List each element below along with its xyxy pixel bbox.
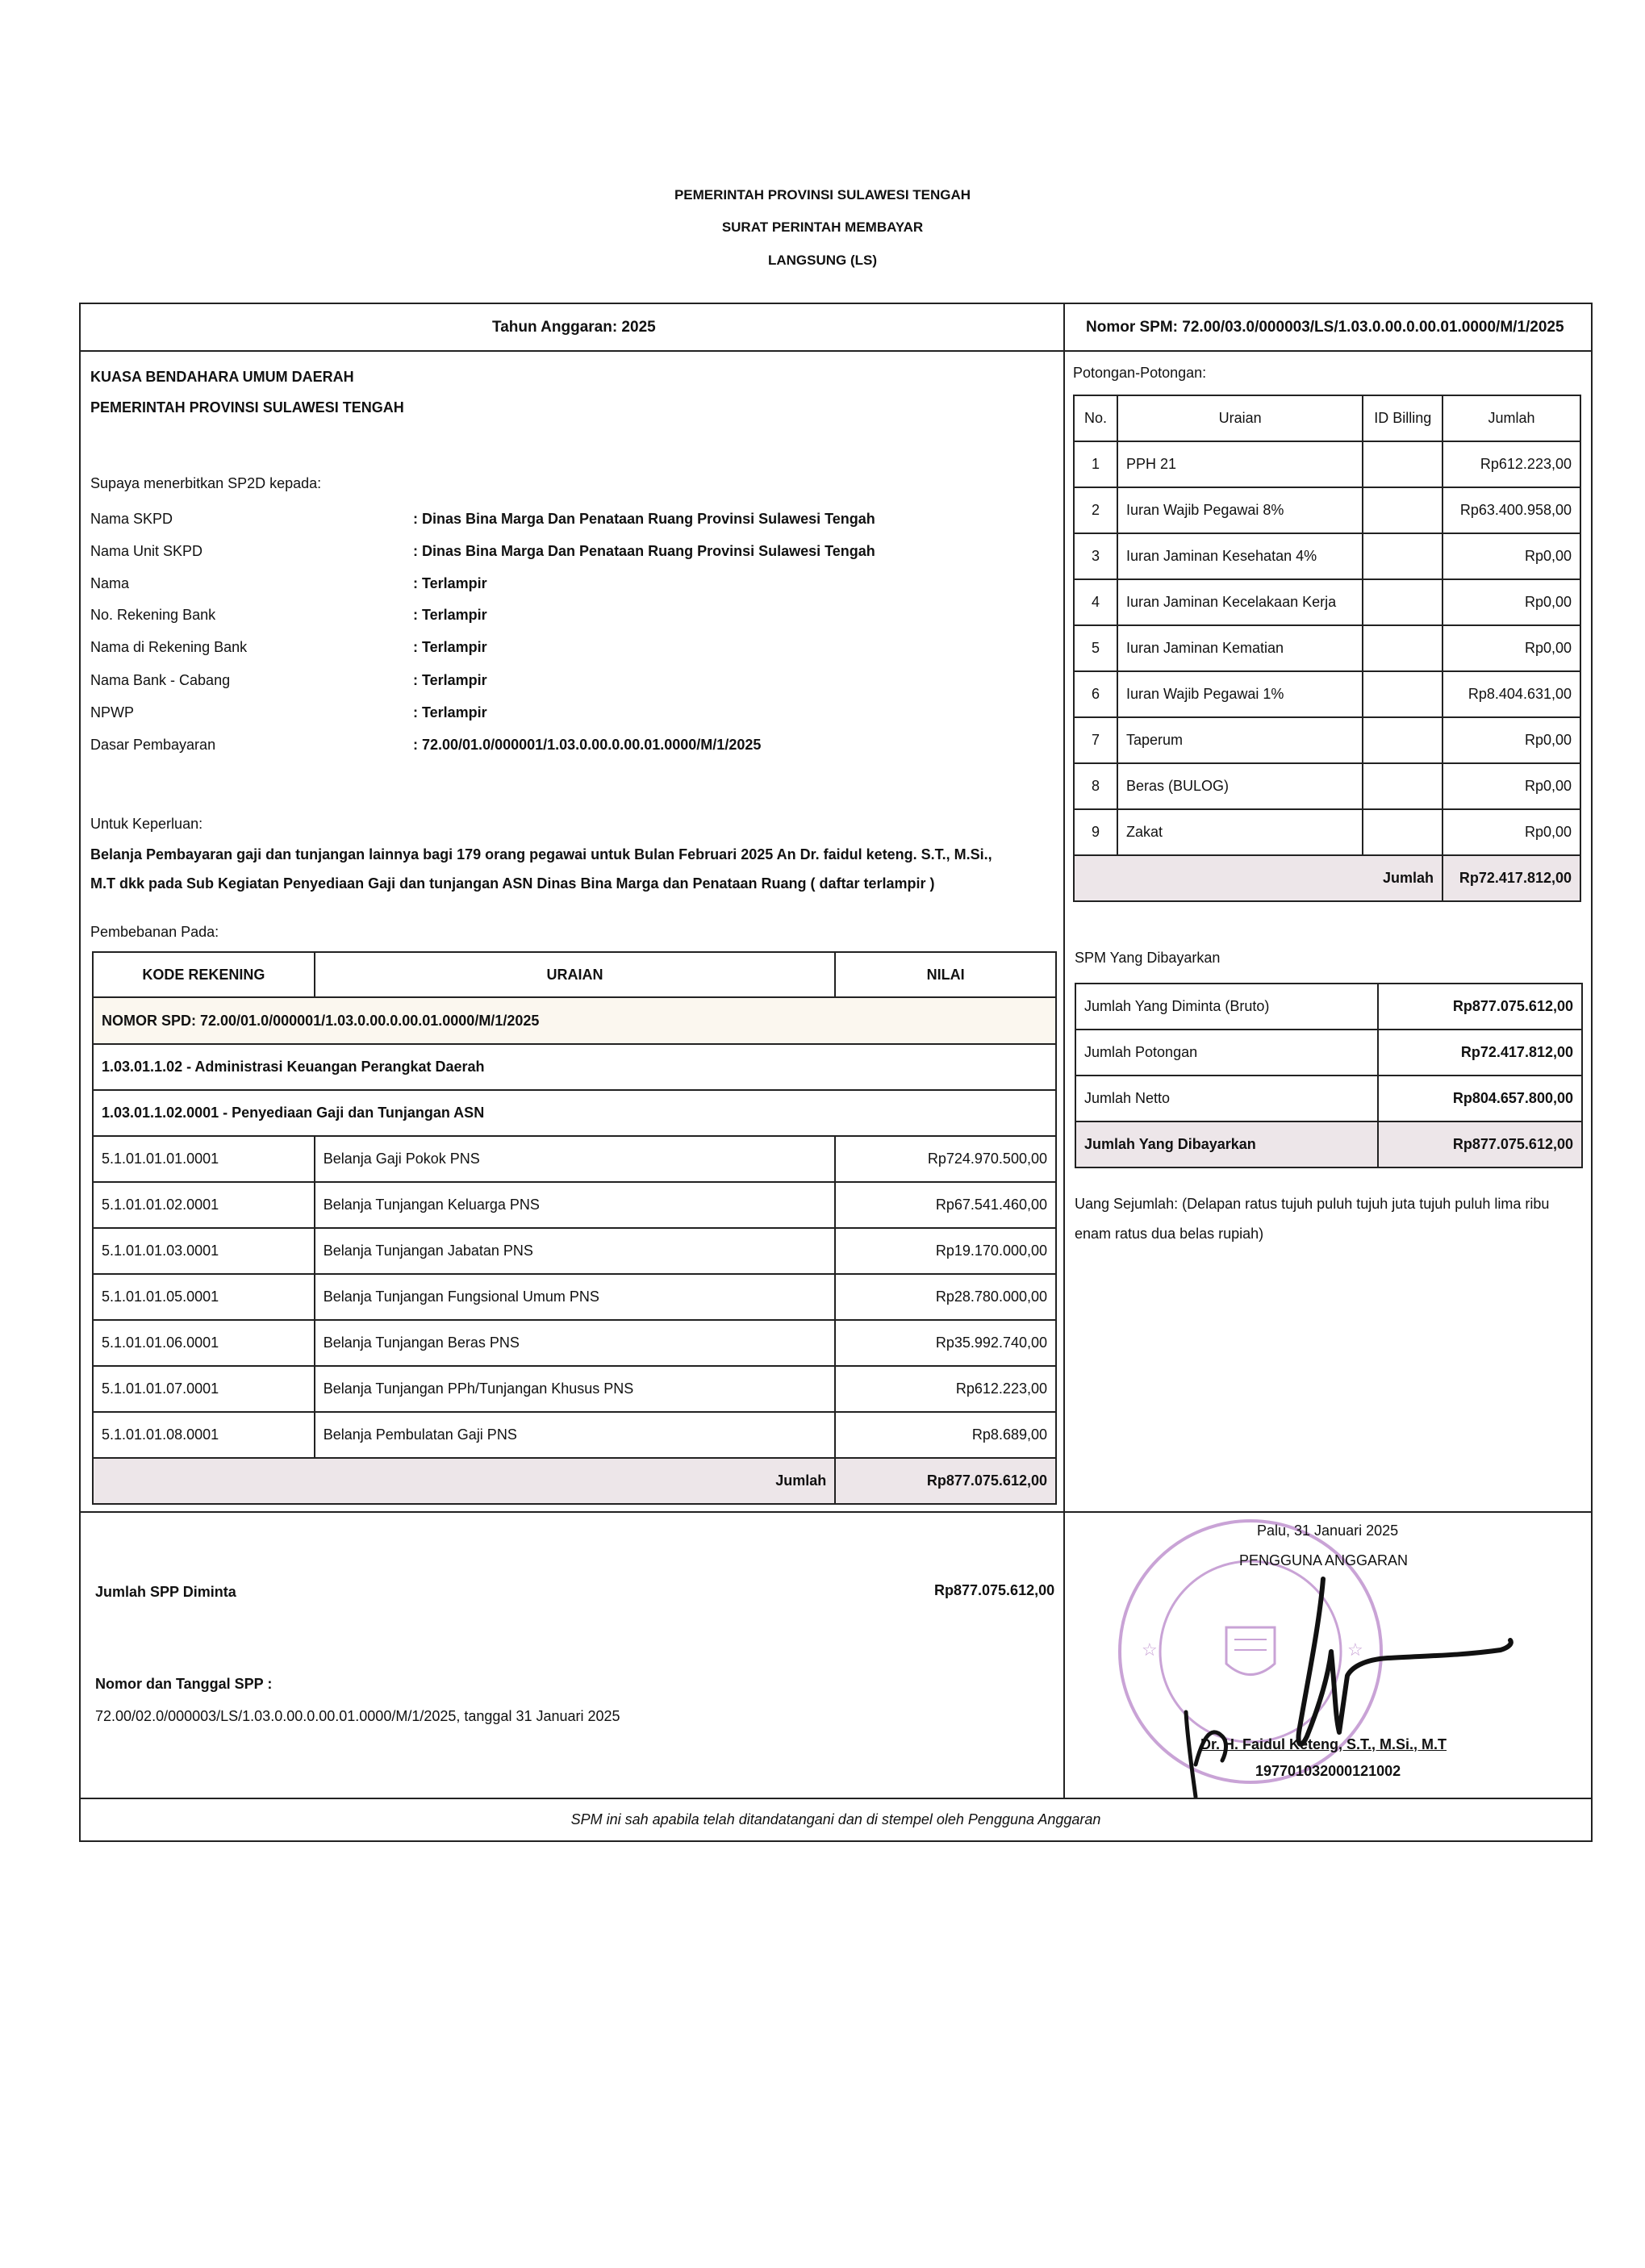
- spm-value-cell: Rp877.075.612,00: [1378, 984, 1582, 1030]
- nilai-cell: Rp724.970.500,00: [835, 1136, 1056, 1182]
- id-billing-cell: [1363, 533, 1443, 579]
- kode-cell: 5.1.01.01.02.0001: [93, 1182, 315, 1228]
- field-value-nama: : Terlampir: [413, 575, 487, 591]
- table-row: [1074, 809, 1580, 855]
- nomor-spd: NOMOR SPD: 72.00/01.0/000001/1.03.0.00.0.00.01.0000/M/1/2025: [93, 997, 1056, 1044]
- nilai-cell: Rp67.541.460,00: [835, 1182, 1056, 1228]
- table-row: [93, 1136, 1056, 1182]
- spm-label-cell: Jumlah Netto: [1075, 1076, 1378, 1121]
- nilai-cell: Rp28.780.000,00: [835, 1274, 1056, 1320]
- field-value-nama-skpd: : Dinas Bina Marga Dan Penataan Ruang Provinsi Sulawesi Tengah: [413, 511, 875, 527]
- field-value-nama-rekening: : Terlampir: [413, 639, 487, 655]
- kode-cell: 5.1.01.01.06.0001: [93, 1320, 315, 1366]
- uang-sejumlah-line-1: Uang Sejumlah: (Delapan ratus tujuh puluh tujuh juta tujuh puluh lima ribu: [1075, 1196, 1550, 1212]
- col-header-uraian: URAIAN: [315, 952, 836, 997]
- col-header-kode: KODE REKENING: [93, 952, 315, 997]
- nomor-tanggal-spp-value: 72.00/02.0/000003/LS/1.03.0.00.0.00.01.0000/M/1/2025, tanggal 31 Januari 2025: [95, 1708, 620, 1724]
- uraian-cell: Beras (BULOG): [1117, 763, 1363, 809]
- uraian-cell: PPH 21: [1117, 441, 1363, 487]
- header-line-1: PEMERINTAH PROVINSI SULAWESI TENGAH: [674, 187, 971, 203]
- field-value-rekening: : Terlampir: [413, 607, 487, 623]
- table-row: [93, 1274, 1056, 1320]
- pemprov-label: PEMERINTAH PROVINSI SULAWESI TENGAH: [90, 399, 404, 416]
- nilai-cell: Rp19.170.000,00: [835, 1228, 1056, 1274]
- kode-cell: 5.1.01.01.05.0001: [93, 1274, 315, 1320]
- field-label-nama-skpd: Nama SKPD: [90, 511, 173, 527]
- table-row: [1074, 625, 1580, 671]
- field-label-bank-cabang: Nama Bank - Cabang: [90, 672, 231, 688]
- spm-total-value: Rp877.075.612,00: [1378, 1121, 1582, 1167]
- potongan-jumlah-label: Jumlah: [1074, 855, 1443, 901]
- field-label-dasar: Dasar Pembayaran: [90, 737, 216, 753]
- no-cell: 6: [1074, 671, 1117, 717]
- jumlah-cell: Rp612.223,00: [1443, 441, 1580, 487]
- jumlah-cell: Rp0,00: [1443, 533, 1580, 579]
- table-row: [93, 1228, 1056, 1274]
- potongan-header-jumlah: Jumlah: [1443, 395, 1580, 441]
- potongan-header-id: ID Billing: [1363, 395, 1443, 441]
- signature-place-date: Palu, 31 Januari 2025: [1257, 1522, 1399, 1539]
- id-billing-cell: [1363, 763, 1443, 809]
- no-cell: 2: [1074, 487, 1117, 533]
- table-row: [1074, 487, 1580, 533]
- table-row: [1074, 441, 1580, 487]
- no-cell: 3: [1074, 533, 1117, 579]
- kegiatan-row: 1.03.01.1.02.0001 - Penyediaan Gaji dan Tunjangan ASN: [93, 1090, 1056, 1136]
- id-billing-cell: [1363, 441, 1443, 487]
- uraian-cell: Taperum: [1117, 717, 1363, 763]
- table-row: [93, 1320, 1056, 1366]
- nomor-tanggal-spp-label: Nomor dan Tanggal SPP :: [95, 1676, 273, 1692]
- header-line-3: LANGSUNG (LS): [767, 253, 878, 268]
- pembebanan-label: Pembebanan Pada:: [90, 924, 219, 940]
- spm-value-cell: Rp72.417.812,00: [1378, 1030, 1582, 1076]
- jumlah-cell: Rp63.400.958,00: [1443, 487, 1580, 533]
- field-value-nama-unit-skpd: : Dinas Bina Marga Dan Penataan Ruang Provinsi Sulawesi Tengah: [413, 543, 875, 559]
- jumlah-spp-value: Rp877.075.612,00: [934, 1582, 1055, 1598]
- id-billing-cell: [1363, 671, 1443, 717]
- kode-cell: 5.1.01.01.08.0001: [93, 1412, 315, 1458]
- keperluan-line-1: Belanja Pembayaran gaji dan tunjangan lainnya bagi 179 orang pegawai untuk Bulan Februari 2025 An Dr. faidul keteng. S.T., M.Si.,: [90, 846, 992, 863]
- uraian-cell: Iuran Jaminan Kecelakaan Kerja: [1117, 579, 1363, 625]
- field-value-npwp: : Terlampir: [413, 704, 487, 720]
- id-billing-cell: [1363, 809, 1443, 855]
- potongan-header-uraian: Uraian: [1117, 395, 1363, 441]
- table-row: [93, 1182, 1056, 1228]
- uraian-cell: Belanja Tunjangan Beras PNS: [315, 1320, 836, 1366]
- jumlah-cell: Rp0,00: [1443, 717, 1580, 763]
- kode-cell: 5.1.01.01.07.0001: [93, 1366, 315, 1412]
- rekening-jumlah-label: Jumlah: [93, 1458, 835, 1504]
- untuk-keperluan-label: Untuk Keperluan:: [90, 816, 203, 832]
- potongan-title: Potongan-Potongan:: [1073, 365, 1207, 381]
- field-label-nama-unit-skpd: Nama Unit SKPD: [90, 543, 203, 559]
- table-row: [1074, 717, 1580, 763]
- rekening-table: [92, 951, 1057, 1505]
- uraian-cell: Belanja Tunjangan Jabatan PNS: [315, 1228, 836, 1274]
- uraian-cell: Belanja Tunjangan Fungsional Umum PNS: [315, 1274, 836, 1320]
- id-billing-cell: [1363, 625, 1443, 671]
- table-row: [93, 1412, 1056, 1458]
- potongan-header-no: No.: [1074, 395, 1117, 441]
- jumlah-spp-label: Jumlah SPP Diminta: [95, 1584, 236, 1600]
- uraian-cell: Belanja Gaji Pokok PNS: [315, 1136, 836, 1182]
- table-row: [93, 1366, 1056, 1412]
- uraian-cell: Iuran Jaminan Kematian: [1117, 625, 1363, 671]
- no-cell: 7: [1074, 717, 1117, 763]
- svg-text:☆: ☆: [1142, 1639, 1158, 1660]
- field-label-npwp: NPWP: [90, 704, 134, 720]
- jumlah-cell: Rp0,00: [1443, 763, 1580, 809]
- nilai-cell: Rp612.223,00: [835, 1366, 1056, 1412]
- no-cell: 4: [1074, 579, 1117, 625]
- table-row: [1075, 984, 1582, 1030]
- supaya-label: Supaya menerbitkan SP2D kepada:: [90, 475, 322, 491]
- no-cell: 8: [1074, 763, 1117, 809]
- uraian-cell: Belanja Pembulatan Gaji PNS: [315, 1412, 836, 1458]
- table-row: [1074, 763, 1580, 809]
- field-label-rekening: No. Rekening Bank: [90, 607, 216, 623]
- jumlah-cell: Rp0,00: [1443, 625, 1580, 671]
- footer-note: SPM ini sah apabila telah ditandatangani dan di stempel oleh Pengguna Anggaran: [570, 1811, 1101, 1827]
- field-value-dasar: : 72.00/01.0/000001/1.03.0.00.0.00.01.0000/M/1/2025: [413, 737, 762, 753]
- uraian-cell: Iuran Wajib Pegawai 8%: [1117, 487, 1363, 533]
- uraian-cell: Iuran Wajib Pegawai 1%: [1117, 671, 1363, 717]
- nilai-cell: Rp35.992.740,00: [835, 1320, 1056, 1366]
- potongan-table: [1073, 395, 1581, 902]
- field-label-nama-rekening: Nama di Rekening Bank: [90, 639, 248, 655]
- signature-nip: 197701032000121002: [1255, 1763, 1401, 1779]
- no-cell: 9: [1074, 809, 1117, 855]
- nomor-spm: Nomor SPM: 72.00/03.0/000003/LS/1.03.0.00.0.00.01.0000/M/1/2025: [1086, 319, 1564, 336]
- signature-name: Dr. H. Faidul Keteng, S.T., M.Si., M.T: [1200, 1736, 1447, 1752]
- field-value-bank-cabang: : Terlampir: [413, 672, 487, 688]
- id-billing-cell: [1363, 579, 1443, 625]
- jumlah-cell: Rp0,00: [1443, 579, 1580, 625]
- program-row: 1.03.01.1.02 - Administrasi Keuangan Perangkat Daerah: [93, 1044, 1056, 1090]
- spm-dibayarkan-table: [1075, 983, 1583, 1168]
- table-row: [1074, 579, 1580, 625]
- no-cell: 5: [1074, 625, 1117, 671]
- uraian-cell: Zakat: [1117, 809, 1363, 855]
- table-row: [1074, 671, 1580, 717]
- id-billing-cell: [1363, 487, 1443, 533]
- spm-total-label: Jumlah Yang Dibayarkan: [1075, 1121, 1378, 1167]
- uraian-cell: Belanja Tunjangan Keluarga PNS: [315, 1182, 836, 1228]
- uraian-cell: Iuran Jaminan Kesehatan 4%: [1117, 533, 1363, 579]
- table-row: [1074, 533, 1580, 579]
- nilai-cell: Rp8.689,00: [835, 1412, 1056, 1458]
- spm-dibayarkan-title: SPM Yang Dibayarkan: [1075, 950, 1221, 966]
- kode-cell: 5.1.01.01.03.0001: [93, 1228, 315, 1274]
- keperluan-line-2: M.T dkk pada Sub Kegiatan Penyediaan Gaji dan tunjangan ASN Dinas Bina Marga dan Penataan Ruang ( daftar terlampir ): [90, 875, 935, 892]
- field-label-nama: Nama: [90, 575, 130, 591]
- spm-label-cell: Jumlah Yang Diminta (Bruto): [1075, 984, 1378, 1030]
- uang-sejumlah-line-2: enam ratus dua belas rupiah): [1075, 1226, 1264, 1242]
- no-cell: 1: [1074, 441, 1117, 487]
- tahun-anggaran: Tahun Anggaran: 2025: [492, 319, 656, 336]
- svg-text:☆: ☆: [1347, 1639, 1363, 1660]
- id-billing-cell: [1363, 717, 1443, 763]
- header-line-2: SURAT PERINTAH MEMBAYAR: [721, 219, 924, 235]
- rekening-jumlah-value: Rp877.075.612,00: [835, 1458, 1056, 1504]
- table-row: [1075, 1076, 1582, 1121]
- kuasa-bendahara: KUASA BENDAHARA UMUM DAERAH: [90, 369, 354, 385]
- spm-label-cell: Jumlah Potongan: [1075, 1030, 1378, 1076]
- official-stamp: [1105, 1506, 1399, 1805]
- jumlah-cell: Rp0,00: [1443, 809, 1580, 855]
- table-row: [1075, 1030, 1582, 1076]
- document-frame: [79, 303, 1593, 1842]
- signature-role: PENGGUNA ANGGARAN: [1239, 1552, 1409, 1568]
- potongan-jumlah-value: Rp72.417.812,00: [1443, 855, 1580, 901]
- uraian-cell: Belanja Tunjangan PPh/Tunjangan Khusus PNS: [315, 1366, 836, 1412]
- col-header-nilai: NILAI: [835, 952, 1056, 997]
- spm-value-cell: Rp804.657.800,00: [1378, 1076, 1582, 1121]
- kode-cell: 5.1.01.01.01.0001: [93, 1136, 315, 1182]
- jumlah-cell: Rp8.404.631,00: [1443, 671, 1580, 717]
